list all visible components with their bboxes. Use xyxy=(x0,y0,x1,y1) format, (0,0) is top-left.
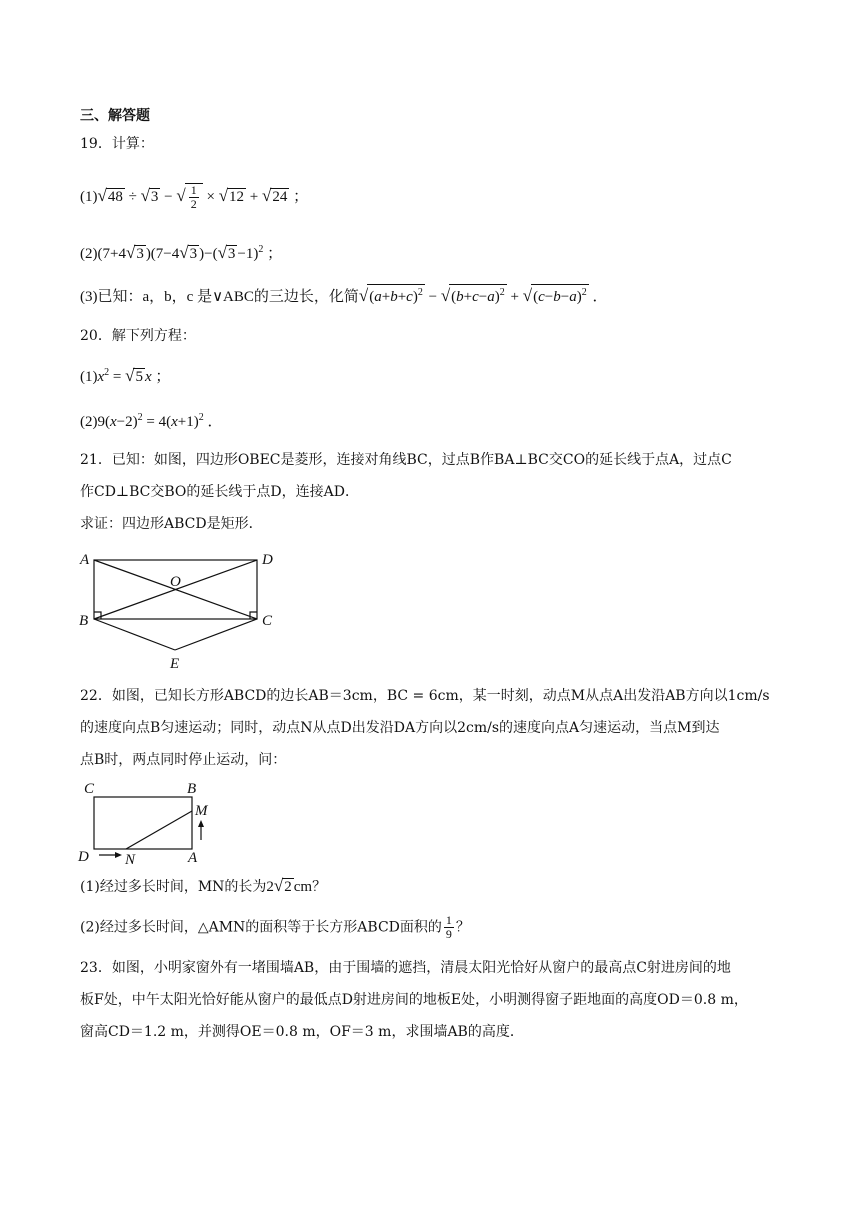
fraction-one-ninth: $\frac{1}{9}$ xyxy=(445,913,452,941)
q21-line2: 作CD⊥BC交BO的延长线于点D，连接AD． xyxy=(80,484,359,500)
q21-figure xyxy=(74,546,284,674)
q22-p2-tail: ？ xyxy=(455,919,470,936)
q19-stem: 19．计算： xyxy=(80,136,154,152)
q20-part1: $(1)x^2 = √5$ x ； xyxy=(80,366,171,385)
q19-p2-tail: ； xyxy=(267,246,283,262)
q20-p2-label: (2) xyxy=(80,414,98,430)
q20-part2: $(2)9(x-2)^2 = 4(x+1)^2$ ． xyxy=(80,412,223,430)
label-b: B xyxy=(79,613,89,629)
rect-abcd-2 xyxy=(94,797,192,849)
label-c: C xyxy=(262,613,273,629)
label-e: E xyxy=(170,656,180,672)
q22-p2-text: (2)经过多长时间，△AMN的面积等于长方形ABCD面积的 xyxy=(80,919,442,936)
q23-line3: 窗高CD＝1.2 m，并测得OE＝0.8 m，OF＝3 m，求围墙AB的高度． xyxy=(80,1024,524,1040)
q22-part2 xyxy=(80,914,470,941)
q22-line3: 点B时，两点同时停止运动，问： xyxy=(80,752,287,768)
label-c: C xyxy=(84,781,95,797)
q19-p3-text: a，b，c 是∨ABC的三边长，化简 xyxy=(142,289,359,305)
q19-p3-label: (3)已知： xyxy=(80,289,143,305)
q19-p2-label: (2) xyxy=(80,246,98,262)
q20-p2-tail: ． xyxy=(207,414,223,430)
q19-part1: (1)√48 ÷ √3 − √ $\frac{1}{2}$ × √12 + √24 ； xyxy=(80,183,309,211)
q21-line3: 求证：四边形ABCD是矩形． xyxy=(80,516,263,532)
q19-part3: (3)已知：a，b，c 是∨ABC的三边长，化简$√(a+b+c)^2 - √(b+c-a)^2 + √(c-b-a)^2$ ． xyxy=(80,286,608,305)
label-n: N xyxy=(125,852,136,866)
q19-p1-label: (1) xyxy=(80,188,98,205)
label-o: O xyxy=(170,574,181,590)
q20-p1-label: (1) xyxy=(80,369,98,385)
q22-p1-text: (1)经过多长时间，MN的长为 xyxy=(80,879,267,895)
q23-line1: 23．如图，小明家窗外有一堵围墙AB，由于围墙的遮挡，清晨太阳光恰好从窗户的最高点C射进房间的地 xyxy=(80,960,731,976)
section-title: 三、解答题 xyxy=(80,108,150,124)
label-m: M xyxy=(195,803,208,819)
q22-line2: 的速度向点B匀速运动；同时，动点N从点D出发沿DA方向以2cm/s的速度向点A匀速运动，当点M到达 xyxy=(80,720,720,736)
label-a: A xyxy=(188,850,198,866)
label-b: B xyxy=(187,781,197,797)
q19-p3-tail: ． xyxy=(592,289,608,305)
q22-figure xyxy=(74,778,224,866)
label-a: A xyxy=(80,552,90,568)
q22-part1: (1)经过多长时间，MN的长为2√2 cm？ xyxy=(80,876,327,895)
label-d: D xyxy=(262,552,273,568)
q19-part2: (2)(7+4√3 )(7−4√3 )$-(√3 -1)^2$ ； xyxy=(80,243,283,262)
q21-line1: 21．已知：如图，四边形OBEC是菱形，连接对角线BC，过点B作BA⊥BC交CO的延长线于点A，过点C xyxy=(80,452,732,468)
q20-stem: 20．解下列方程： xyxy=(80,328,196,344)
q23-line2: 板F处，中午太阳光恰好能从窗户的最低点D射进房间的地板E处，小明测得窗子距地面的高度OD＝0.8 m， xyxy=(80,992,748,1008)
q19-p1-tail: ； xyxy=(293,188,309,205)
q22-line1: 22．如图，已知长方形ABCD的边长AB＝3cm，BC = 6cm，某一时刻，动点M从点A出发沿AB方向以1cm/s xyxy=(80,688,770,704)
label-d: D xyxy=(78,849,89,865)
q20-p1-tail: ； xyxy=(155,369,171,385)
q22-p1-tail: ？ xyxy=(312,879,327,895)
